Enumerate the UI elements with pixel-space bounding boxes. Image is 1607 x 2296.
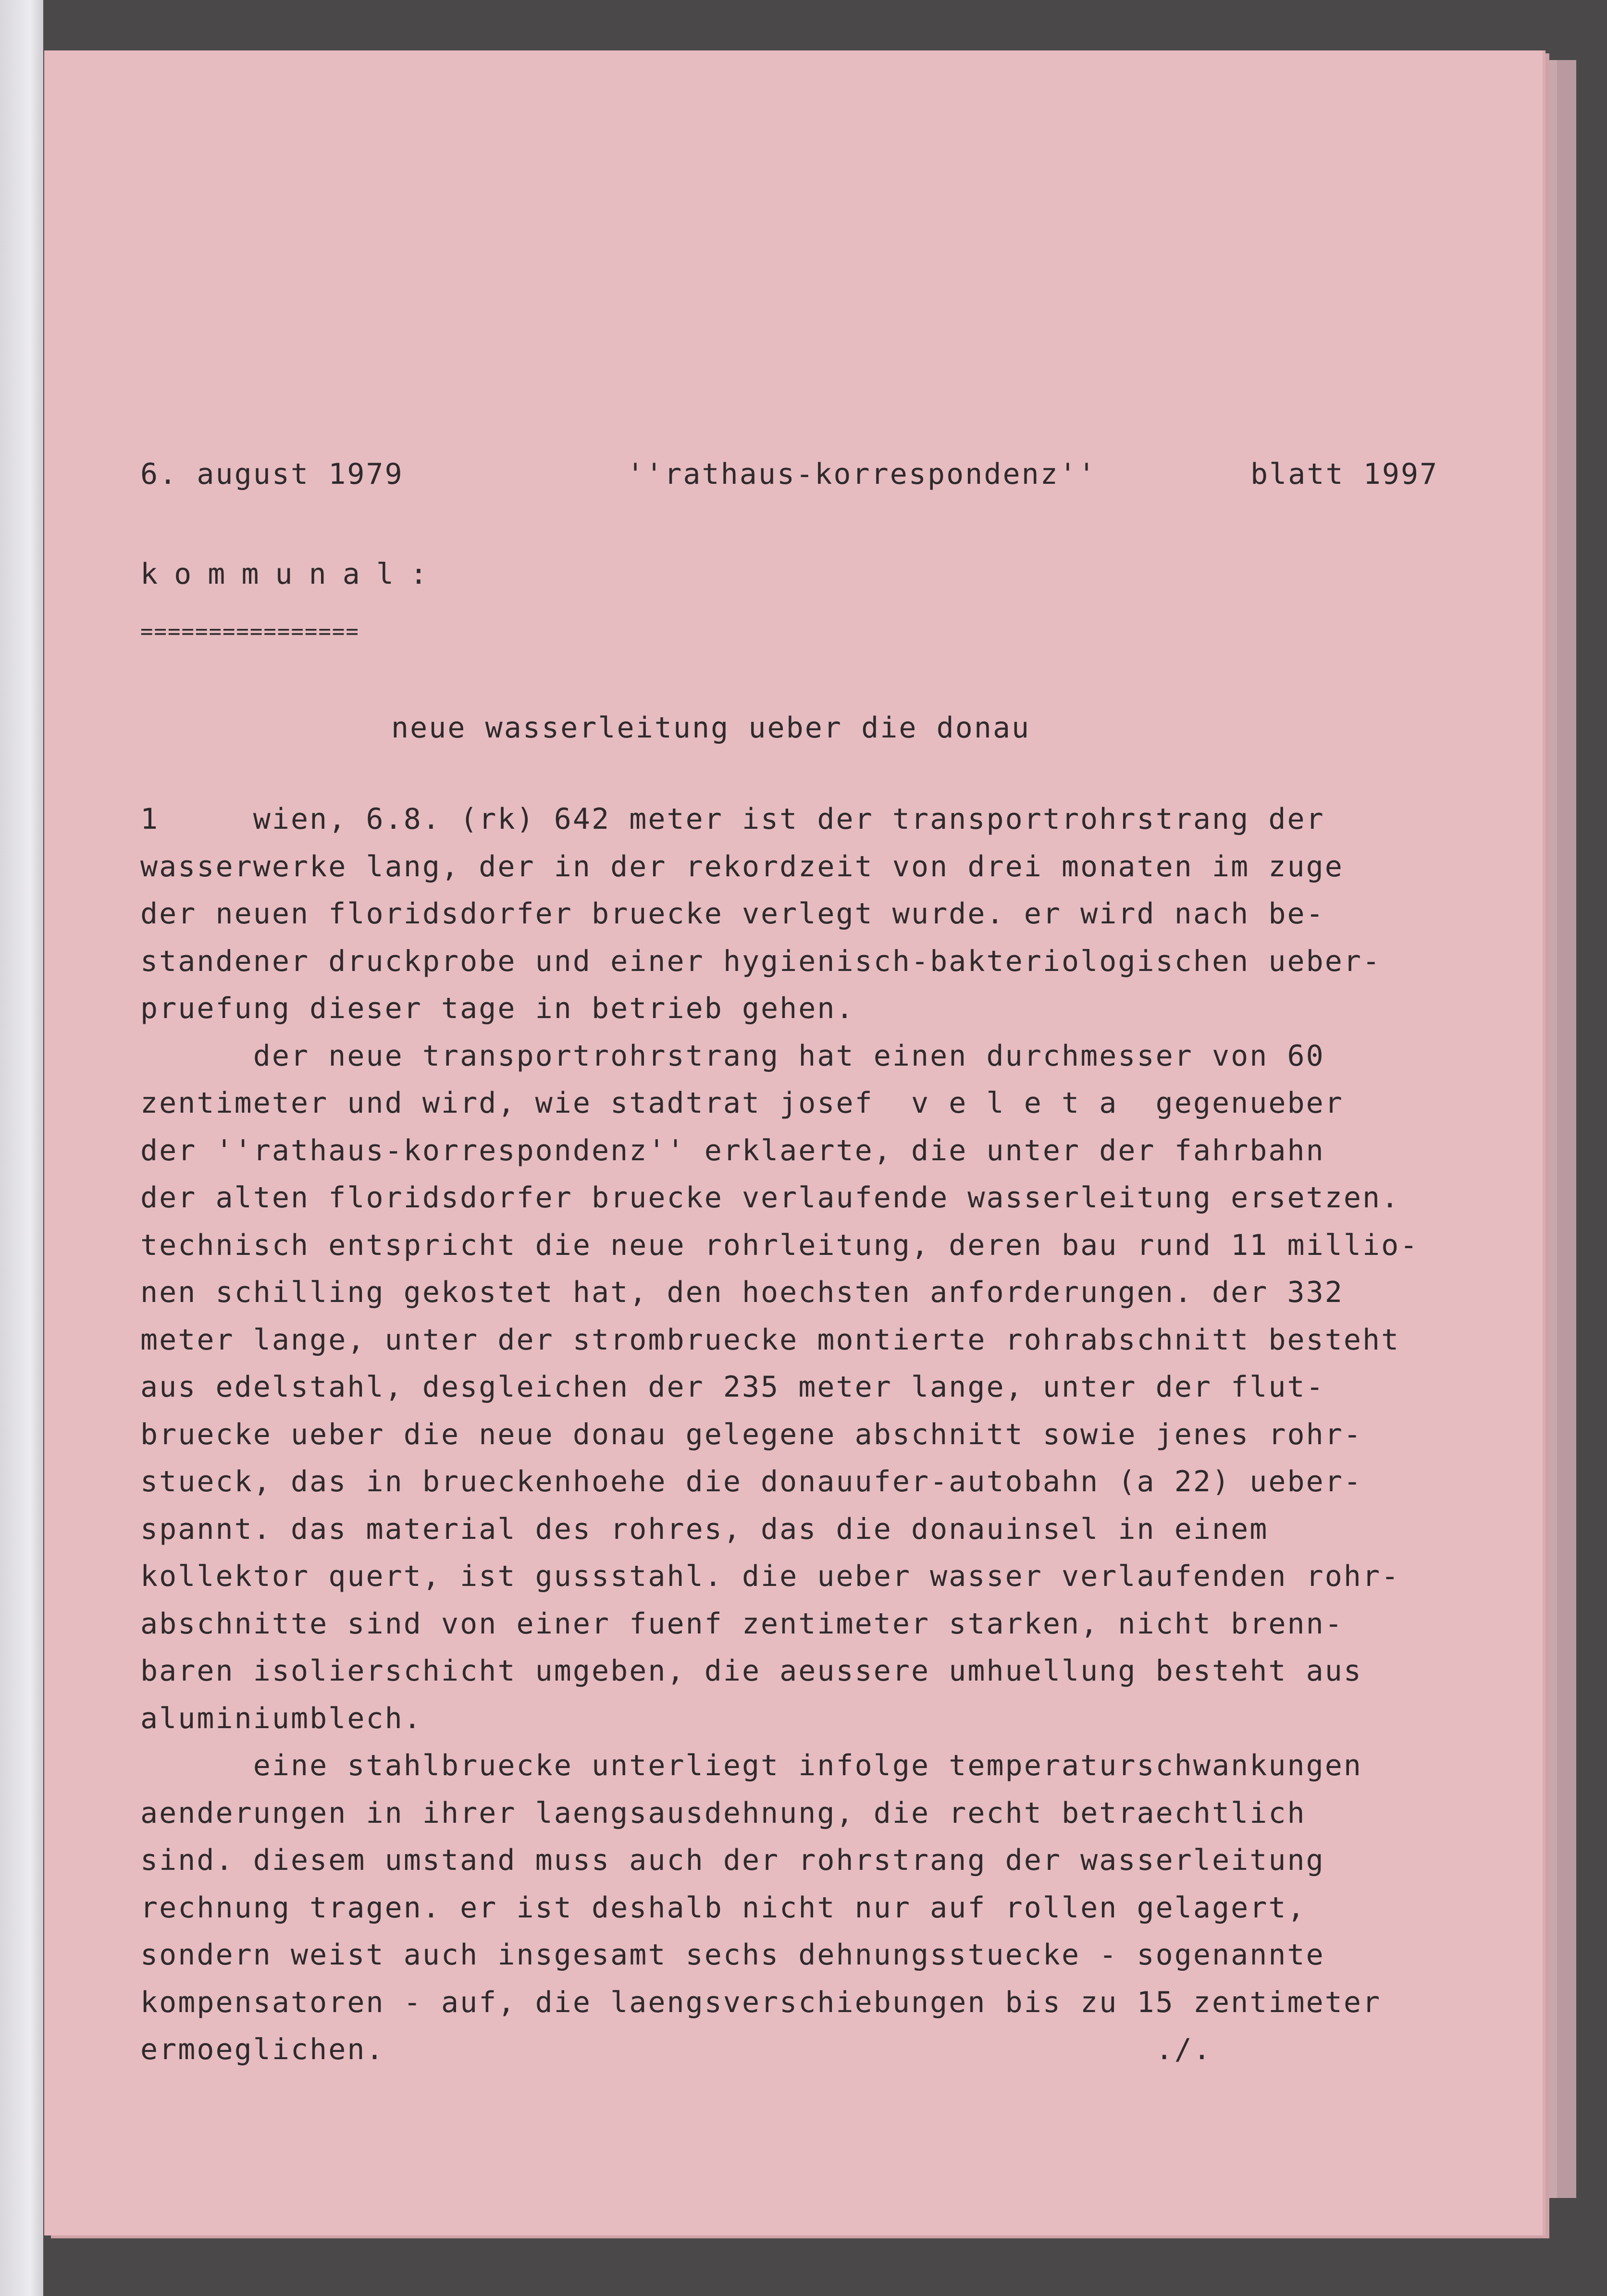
body-line: der neue transportrohrstrang hat einen durchmesser von 60	[140, 1039, 1325, 1073]
body-line: kollektor quert, ist gussstahl. die ueber wasser verlaufenden rohr-	[140, 1559, 1400, 1593]
body-line: sind. diesem umstand muss auch der rohrstrang der wasserleitung	[140, 1843, 1325, 1877]
headline: neue wasserleitung ueber die donau	[391, 711, 1031, 745]
body-line: bruecke ueber die neue donau gelegene abschnitt sowie jenes rohr-	[140, 1417, 1362, 1451]
document-page	[44, 50, 1543, 2235]
section-underline: ================	[140, 619, 359, 644]
body-line: eine stahlbruecke unterliegt infolge temperaturschwankungen	[140, 1749, 1362, 1782]
body-line: zentimeter und wird, wie stadtrat josef v e l e t a gegenueber	[140, 1086, 1344, 1120]
body-line: technisch entspricht die neue rohrleitung, deren bau rund 11 millio-	[140, 1228, 1419, 1262]
body-line: baren isolierschicht umgeben, die aeussere umhuellung besteht aus	[140, 1654, 1362, 1688]
body-line: spannt. das material des rohres, das die donauinsel in einem	[140, 1512, 1269, 1546]
body-line: nen schilling gekostet hat, den hoechsten anforderungen. der 332	[140, 1276, 1344, 1309]
body-line: stueck, das in brueckenhoehe die donauufer-autobahn (a 22) ueber-	[140, 1465, 1362, 1498]
body-line: kompensatoren - auf, die laengsverschiebungen bis zu 15 zentimeter	[140, 1985, 1382, 2019]
body-line: meter lange, unter der strombruecke montierte rohrabschnitt besteht	[140, 1323, 1400, 1357]
header-sheet-number: blatt 1997	[1250, 457, 1439, 491]
body-line: ermoeglichen. ./.	[140, 2033, 1212, 2066]
section-title: kommunal:	[140, 557, 444, 591]
header-source: ''rathaus-korrespondenz''	[627, 457, 1097, 491]
body-line: wasserwerke lang, der in der rekordzeit von drei monaten im zuge	[140, 849, 1344, 884]
body-line: aenderungen in ihrer laengsausdehnung, die recht betraechtlich	[140, 1796, 1306, 1830]
back-sheet	[1557, 60, 1576, 2198]
body-line: der neuen floridsdorfer bruecke verlegt wurde. er wird nach be-	[140, 897, 1325, 931]
body-line: pruefung dieser tage in betrieb gehen.	[140, 992, 855, 1025]
body-line: rechnung tragen. er ist deshalb nicht nur auf rollen gelagert,	[140, 1891, 1306, 1925]
body-line: standener druckprobe und einer hygienisch-bakteriologischen ueber-	[140, 944, 1382, 978]
body-line: abschnitte sind von einer fuenf zentimeter starken, nicht brenn-	[140, 1607, 1344, 1641]
body-line: 1 wien, 6.8. (rk) 642 meter ist der transportrohrstrang der	[140, 802, 1325, 836]
body-line: der alten floridsdorfer bruecke verlaufende wasserleitung ersetzen.	[140, 1181, 1400, 1215]
body-line: der ''rathaus-korrespondenz'' erklaerte, die unter der fahrbahn	[140, 1133, 1325, 1167]
adjacent-page	[0, 0, 43, 2296]
body-line: sondern weist auch insgesamt sechs dehnungsstuecke - sogenannte	[140, 1938, 1325, 1972]
body-line: aluminiumblech.	[140, 1701, 422, 1735]
article-body	[140, 802, 1486, 2083]
body-line: aus edelstahl, desgleichen der 235 meter lange, unter der flut-	[140, 1370, 1325, 1404]
header-date: 6. august 1979	[140, 457, 404, 491]
